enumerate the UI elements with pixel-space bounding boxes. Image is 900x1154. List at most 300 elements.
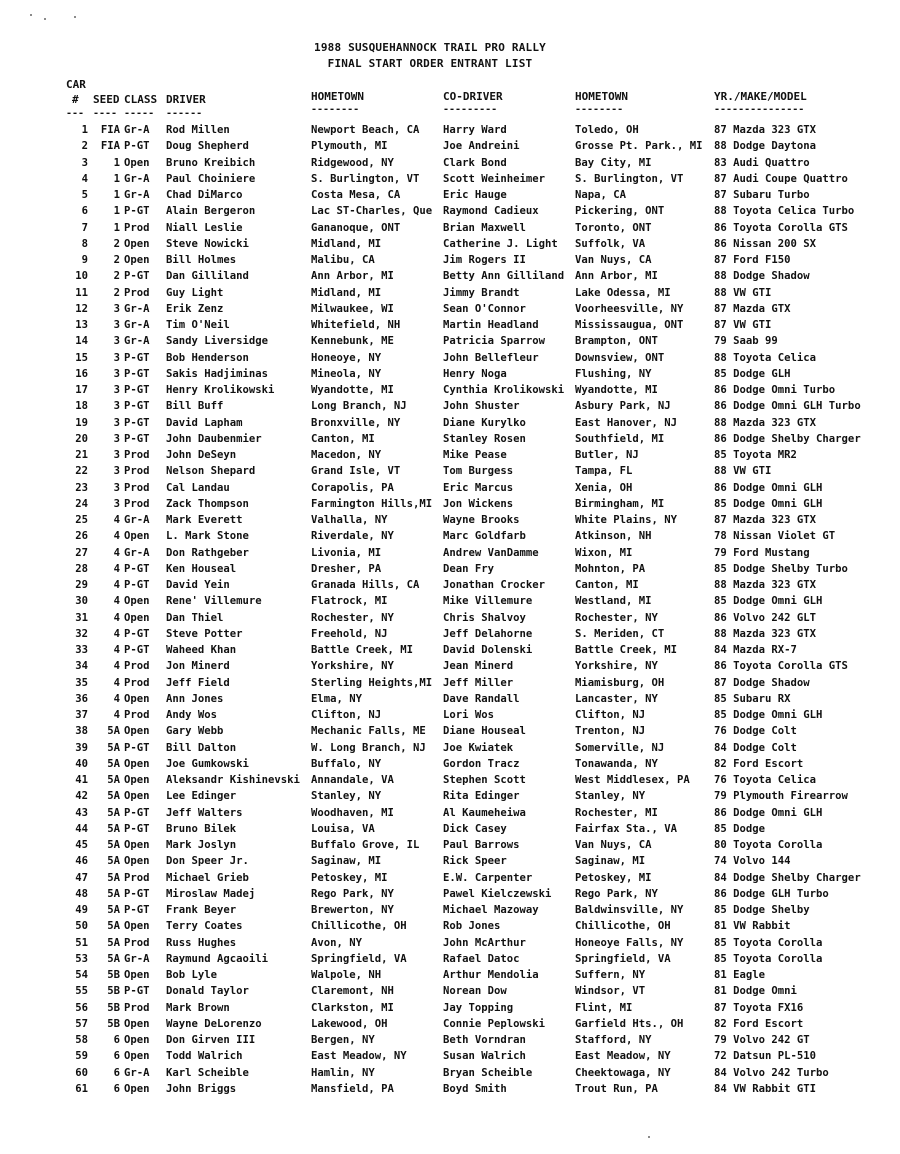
class-cell: P-GT bbox=[124, 205, 150, 218]
car-model-cell: 85 Dodge Omni GLH bbox=[714, 497, 823, 510]
co-driver-hometown-cell: Butler, NJ bbox=[575, 449, 639, 461]
car-model-cell: 85 Toyota Corolla bbox=[714, 952, 823, 965]
table-row bbox=[0, 496, 900, 512]
co-driver-hometown-cell: Windsor, VT bbox=[575, 985, 646, 998]
entrant-table bbox=[0, 122, 900, 1097]
class-cell: P-GT bbox=[124, 806, 150, 819]
class-cell: Open bbox=[124, 855, 150, 868]
table-row bbox=[0, 658, 900, 674]
co-driver-hometown-cell: Southfield, MI bbox=[575, 432, 665, 445]
co-driver-hometown-cell: East Meadow, NY bbox=[575, 1050, 671, 1063]
co-driver-cell: Jim Rogers II bbox=[443, 254, 526, 266]
table-row bbox=[0, 220, 900, 236]
class-cell: P-GT bbox=[124, 644, 150, 656]
car-number-cell: 51 bbox=[75, 936, 88, 949]
car-model-cell: 82 Ford Escort bbox=[714, 757, 804, 770]
table-row bbox=[0, 1081, 900, 1097]
hometown-cell: Flatrock, MI bbox=[311, 595, 388, 608]
seed-cell: 6 bbox=[113, 1066, 120, 1079]
car-number-cell: 14 bbox=[75, 335, 88, 348]
co-driver-hometown-cell: Flushing, NY bbox=[575, 367, 652, 380]
co-driver-hometown-cell: S. Meriden, CT bbox=[575, 627, 665, 640]
co-driver-hometown-cell: Van Nuys, CA bbox=[575, 254, 652, 266]
divider-codriver: --------- bbox=[443, 104, 498, 115]
co-driver-hometown-cell: Fairfax Sta., VA bbox=[575, 822, 678, 835]
co-driver-cell: Bryan Scheible bbox=[443, 1066, 533, 1079]
co-driver-cell: Rob Jones bbox=[443, 920, 501, 933]
driver-cell: John Briggs bbox=[166, 1082, 237, 1095]
co-driver-hometown-cell: Asbury Park, NJ bbox=[575, 400, 671, 413]
hometown-cell: Hamlin, NY bbox=[311, 1066, 375, 1079]
co-driver-hometown-cell: Mohnton, PA bbox=[575, 562, 646, 575]
driver-cell: Andy Wos bbox=[166, 709, 218, 721]
co-driver-cell: Boyd Smith bbox=[443, 1082, 507, 1095]
hometown-cell: Brewerton, NY bbox=[311, 904, 394, 916]
co-driver-hometown-cell: Ann Arbor, MI bbox=[575, 270, 658, 283]
seed-cell: 5A bbox=[107, 757, 120, 770]
seed-cell: 5B bbox=[107, 985, 120, 998]
hometown-cell: Ridgewood, NY bbox=[311, 156, 394, 169]
table-row bbox=[0, 756, 900, 772]
car-model-cell: 87 Mazda GTX bbox=[714, 302, 791, 315]
seed-cell: 2 bbox=[113, 286, 120, 299]
driver-cell: Donald Taylor bbox=[166, 985, 249, 998]
car-model-cell: 86 Nissan 200 SX bbox=[714, 237, 817, 250]
car-number-cell: 26 bbox=[75, 530, 88, 543]
co-driver-cell: Jimmy Brandt bbox=[443, 286, 520, 299]
seed-cell: 3 bbox=[113, 367, 120, 380]
co-driver-cell: Patricia Sparrow bbox=[443, 335, 546, 348]
driver-cell: Bob Henderson bbox=[166, 351, 249, 364]
co-driver-hometown-cell: Canton, MI bbox=[575, 579, 639, 591]
co-driver-hometown-cell: Springfield, VA bbox=[575, 952, 671, 965]
header-hometown: HOMETOWN bbox=[311, 90, 364, 103]
class-cell: Open bbox=[124, 839, 150, 851]
driver-cell: Bill Buff bbox=[166, 400, 224, 413]
seed-cell: 4 bbox=[113, 595, 120, 608]
driver-cell: Joe Gumkowski bbox=[166, 757, 249, 770]
car-model-cell: 81 VW Rabbit bbox=[714, 920, 791, 933]
car-number-cell: 38 bbox=[75, 725, 88, 738]
car-model-cell: 80 Toyota Corolla bbox=[714, 839, 823, 851]
driver-cell: Chad DiMarco bbox=[166, 189, 243, 201]
co-driver-cell: Wayne Brooks bbox=[443, 514, 520, 526]
car-number-cell: 58 bbox=[75, 1034, 88, 1046]
car-number-cell: 28 bbox=[75, 562, 88, 575]
seed-cell: 3 bbox=[113, 400, 120, 413]
class-cell: P-GT bbox=[124, 367, 150, 380]
seed-cell: 6 bbox=[113, 1034, 120, 1046]
class-cell: Gr-A bbox=[124, 172, 150, 185]
co-driver-cell: John Shuster bbox=[443, 400, 520, 413]
car-number-cell: 25 bbox=[75, 514, 88, 526]
seed-cell: 3 bbox=[113, 351, 120, 364]
hometown-cell: Ann Arbor, MI bbox=[311, 270, 394, 283]
co-driver-hometown-cell: Van Nuys, CA bbox=[575, 839, 652, 851]
co-driver-hometown-cell: Birmingham, MI bbox=[575, 497, 665, 510]
driver-cell: Dan Gilliland bbox=[166, 270, 249, 283]
car-number-cell: 56 bbox=[75, 1001, 88, 1014]
hometown-cell: W. Long Branch, NJ bbox=[311, 741, 426, 754]
co-driver-cell: Brian Maxwell bbox=[443, 221, 526, 234]
hometown-cell: Louisa, VA bbox=[311, 822, 375, 835]
header-class: CLASS bbox=[124, 93, 158, 106]
table-row bbox=[0, 967, 900, 983]
car-model-cell: 87 Mazda 323 GTX bbox=[714, 124, 817, 136]
table-row bbox=[0, 902, 900, 918]
co-driver-hometown-cell: Tonawanda, NY bbox=[575, 757, 658, 770]
hometown-cell: Saginaw, MI bbox=[311, 855, 382, 868]
co-driver-cell: Connie Peplowski bbox=[443, 1017, 546, 1030]
seed-cell: 5A bbox=[107, 725, 120, 738]
table-row bbox=[0, 317, 900, 333]
car-model-cell: 78 Nissan Violet GT bbox=[714, 530, 836, 543]
co-driver-cell: Jeff Miller bbox=[443, 676, 514, 689]
hometown-cell: Farmington Hills,MI bbox=[311, 497, 433, 510]
co-driver-cell: Jonathan Crocker bbox=[443, 579, 546, 591]
co-driver-cell: Susan Walrich bbox=[443, 1050, 526, 1063]
driver-cell: Bob Lyle bbox=[166, 969, 218, 981]
co-driver-hometown-cell: Lancaster, NY bbox=[575, 692, 658, 705]
car-model-cell: 88 Dodge Daytona bbox=[714, 140, 817, 153]
seed-cell: 2 bbox=[113, 237, 120, 250]
driver-cell: Terry Coates bbox=[166, 920, 243, 933]
class-cell: P-GT bbox=[124, 140, 150, 153]
hometown-cell: Costa Mesa, CA bbox=[311, 189, 401, 201]
car-number-cell: 5 bbox=[81, 189, 88, 201]
car-number-cell: 57 bbox=[75, 1017, 88, 1030]
car-model-cell: 85 Dodge Omni GLH bbox=[714, 595, 823, 608]
hometown-cell: Canton, MI bbox=[311, 432, 375, 445]
table-row bbox=[0, 447, 900, 463]
class-cell: Open bbox=[124, 920, 150, 933]
car-model-cell: 87 Toyota FX16 bbox=[714, 1001, 804, 1014]
table-row bbox=[0, 593, 900, 609]
table-row bbox=[0, 268, 900, 284]
hometown-cell: Dresher, PA bbox=[311, 562, 382, 575]
car-model-cell: 88 Mazda 323 GTX bbox=[714, 627, 817, 640]
co-driver-cell: Dave Randall bbox=[443, 692, 520, 705]
hometown-cell: Rochester, NY bbox=[311, 611, 394, 624]
class-cell: Open bbox=[124, 725, 150, 738]
driver-cell: David Yein bbox=[166, 579, 230, 591]
driver-cell: Bill Dalton bbox=[166, 741, 237, 754]
seed-cell: 5B bbox=[107, 969, 120, 981]
class-cell: Gr-A bbox=[124, 189, 150, 201]
driver-cell: Steve Potter bbox=[166, 627, 243, 640]
seed-cell: 5A bbox=[107, 936, 120, 949]
seed-cell: 3 bbox=[113, 319, 120, 331]
seed-cell: 3 bbox=[113, 416, 120, 429]
seed-cell: 3 bbox=[113, 432, 120, 445]
co-driver-hometown-cell: Toledo, OH bbox=[575, 124, 639, 136]
seed-cell: 5A bbox=[107, 920, 120, 933]
driver-cell: Paul Choiniere bbox=[166, 172, 256, 185]
co-driver-hometown-cell: Grosse Pt. Park., MI bbox=[575, 140, 703, 153]
seed-cell: 5A bbox=[107, 952, 120, 965]
table-row bbox=[0, 138, 900, 154]
car-number-cell: 49 bbox=[75, 904, 88, 916]
car-number-cell: 16 bbox=[75, 367, 88, 380]
table-row bbox=[0, 561, 900, 577]
table-row bbox=[0, 837, 900, 853]
driver-cell: Mark Joslyn bbox=[166, 839, 237, 851]
driver-cell: Erik Zenz bbox=[166, 302, 224, 315]
co-driver-cell: Martin Headland bbox=[443, 319, 539, 331]
driver-cell: Mark Everett bbox=[166, 514, 243, 526]
driver-cell: Doug Shepherd bbox=[166, 140, 249, 153]
class-cell: Gr-A bbox=[124, 546, 150, 559]
car-number-cell: 19 bbox=[75, 416, 88, 429]
driver-cell: Bruno Bilek bbox=[166, 822, 237, 835]
hometown-cell: Walpole, NH bbox=[311, 969, 382, 981]
driver-cell: Don Speer Jr. bbox=[166, 855, 249, 868]
co-driver-hometown-cell: Bay City, MI bbox=[575, 156, 652, 169]
car-model-cell: 72 Datsun PL-510 bbox=[714, 1050, 817, 1063]
car-model-cell: 84 Dodge Colt bbox=[714, 741, 797, 754]
seed-cell: 1 bbox=[113, 156, 120, 169]
car-number-cell: 33 bbox=[75, 644, 88, 656]
driver-cell: Zack Thompson bbox=[166, 497, 249, 510]
car-number-cell: 59 bbox=[75, 1050, 88, 1063]
divider-class: ----- bbox=[124, 108, 155, 119]
table-row bbox=[0, 853, 900, 869]
car-number-cell: 17 bbox=[75, 384, 88, 396]
car-number-cell: 15 bbox=[75, 351, 88, 364]
seed-cell: 5A bbox=[107, 822, 120, 835]
hometown-cell: Yorkshire, NY bbox=[311, 660, 394, 673]
car-number-cell: 30 bbox=[75, 595, 88, 608]
co-driver-hometown-cell: Garfield Hts., OH bbox=[575, 1017, 684, 1030]
table-row bbox=[0, 886, 900, 902]
table-row bbox=[0, 772, 900, 788]
co-driver-hometown-cell: Baldwinsville, NY bbox=[575, 904, 684, 916]
hometown-cell: Macedon, NY bbox=[311, 449, 382, 461]
co-driver-cell: E.W. Carpenter bbox=[443, 871, 533, 884]
car-model-cell: 85 Dodge Shelby bbox=[714, 904, 810, 916]
document-subtitle: FINAL START ORDER ENTRANT LIST bbox=[327, 57, 533, 70]
class-cell: P-GT bbox=[124, 822, 150, 835]
table-row bbox=[0, 382, 900, 398]
co-driver-cell: Joe Andreini bbox=[443, 140, 520, 153]
car-model-cell: 88 Mazda 323 GTX bbox=[714, 416, 817, 429]
car-number-cell: 10 bbox=[75, 270, 88, 283]
driver-cell: Bill Holmes bbox=[166, 254, 237, 266]
co-driver-hometown-cell: Flint, MI bbox=[575, 1001, 633, 1014]
co-driver-hometown-cell: Downsview, ONT bbox=[575, 351, 665, 364]
co-driver-cell: Joe Kwiatek bbox=[443, 741, 514, 754]
co-driver-hometown-cell: Yorkshire, NY bbox=[575, 660, 658, 673]
hometown-cell: Buffalo Grove, IL bbox=[311, 839, 420, 851]
hometown-cell: S. Burlington, VT bbox=[311, 172, 420, 185]
class-cell: Prod bbox=[124, 709, 150, 721]
car-number-cell: 50 bbox=[75, 920, 88, 933]
class-cell: P-GT bbox=[124, 985, 150, 998]
co-driver-hometown-cell: Toronto, ONT bbox=[575, 221, 652, 234]
car-model-cell: 86 Toyota Corolla GTS bbox=[714, 221, 848, 234]
seed-cell: 3 bbox=[113, 481, 120, 494]
car-model-cell: 79 Volvo 242 GT bbox=[714, 1034, 810, 1046]
car-model-cell: 82 Ford Escort bbox=[714, 1017, 804, 1030]
co-driver-hometown-cell: Brampton, ONT bbox=[575, 335, 658, 348]
seed-cell: 5B bbox=[107, 1017, 120, 1030]
table-row bbox=[0, 1000, 900, 1016]
class-cell: P-GT bbox=[124, 400, 150, 413]
car-model-cell: 86 Toyota Corolla GTS bbox=[714, 660, 848, 673]
class-cell: Open bbox=[124, 254, 150, 266]
co-driver-cell: John McArthur bbox=[443, 936, 526, 949]
co-driver-cell: Harry Ward bbox=[443, 124, 507, 136]
seed-cell: 5A bbox=[107, 904, 120, 916]
car-number-cell: 40 bbox=[75, 757, 88, 770]
table-row bbox=[0, 918, 900, 934]
co-driver-cell: Gordon Tracz bbox=[443, 757, 520, 770]
driver-cell: Ann Jones bbox=[166, 692, 224, 705]
car-model-cell: 88 Mazda 323 GTX bbox=[714, 579, 817, 591]
co-driver-cell: Mike Pease bbox=[443, 449, 507, 461]
car-number-cell: 31 bbox=[75, 611, 88, 624]
seed-cell: 5A bbox=[107, 871, 120, 884]
driver-cell: Tim O'Neil bbox=[166, 319, 230, 331]
seed-cell: 5A bbox=[107, 887, 120, 900]
car-model-cell: 81 Eagle bbox=[714, 969, 766, 981]
seed-cell: 4 bbox=[113, 676, 120, 689]
car-number-cell: 22 bbox=[75, 465, 88, 478]
divider-hometown: -------- bbox=[311, 104, 360, 115]
class-cell: P-GT bbox=[124, 741, 150, 754]
co-driver-cell: Jeff Delahorne bbox=[443, 627, 533, 640]
car-model-cell: 85 Toyota MR2 bbox=[714, 449, 797, 461]
car-model-cell: 87 Subaru Turbo bbox=[714, 189, 810, 201]
car-model-cell: 88 Dodge Shadow bbox=[714, 270, 810, 283]
class-cell: Prod bbox=[124, 286, 150, 299]
hometown-cell: Granada Hills, CA bbox=[311, 579, 420, 591]
co-driver-hometown-cell: Xenia, OH bbox=[575, 481, 633, 494]
class-cell: Gr-A bbox=[124, 335, 150, 348]
class-cell: Gr-A bbox=[124, 124, 150, 136]
car-number-cell: 36 bbox=[75, 692, 88, 705]
table-row bbox=[0, 415, 900, 431]
table-row bbox=[0, 691, 900, 707]
hometown-cell: Long Branch, NJ bbox=[311, 400, 407, 413]
co-driver-cell: Scott Weinheimer bbox=[443, 172, 546, 185]
car-model-cell: 87 Mazda 323 GTX bbox=[714, 514, 817, 526]
table-row bbox=[0, 707, 900, 723]
car-number-cell: 61 bbox=[75, 1082, 88, 1095]
co-driver-cell: Paul Barrows bbox=[443, 839, 520, 851]
driver-cell: Henry Krolikowski bbox=[166, 384, 275, 396]
seed-cell: 2 bbox=[113, 254, 120, 266]
co-driver-cell: Tom Burgess bbox=[443, 465, 514, 478]
hometown-cell: Freehold, NJ bbox=[311, 627, 388, 640]
seed-cell: 3 bbox=[113, 302, 120, 315]
seed-cell: 1 bbox=[113, 189, 120, 201]
car-model-cell: 88 Toyota Celica bbox=[714, 351, 817, 364]
car-number-cell: 2 bbox=[81, 140, 88, 153]
table-row bbox=[0, 528, 900, 544]
class-cell: Prod bbox=[124, 497, 150, 510]
hometown-cell: Whitefield, NH bbox=[311, 319, 401, 331]
class-cell: P-GT bbox=[124, 416, 150, 429]
co-driver-cell: Clark Bond bbox=[443, 156, 507, 169]
seed-cell: FIA bbox=[100, 140, 120, 153]
class-cell: Gr-A bbox=[124, 514, 150, 526]
driver-cell: John Daubenmier bbox=[166, 432, 262, 445]
header-driver: DRIVER bbox=[166, 93, 206, 106]
co-driver-hometown-cell: Stanley, NY bbox=[575, 790, 646, 803]
hometown-cell: Sterling Heights,MI bbox=[311, 676, 433, 689]
hometown-cell: East Meadow, NY bbox=[311, 1050, 407, 1063]
table-row bbox=[0, 350, 900, 366]
table-row bbox=[0, 723, 900, 739]
class-cell: Prod bbox=[124, 221, 150, 234]
co-driver-cell: Jean Minerd bbox=[443, 660, 514, 673]
seed-cell: 1 bbox=[113, 221, 120, 234]
co-driver-cell: Eric Hauge bbox=[443, 189, 507, 201]
driver-cell: Waheed Khan bbox=[166, 644, 237, 656]
co-driver-cell: Diane Houseal bbox=[443, 725, 526, 738]
driver-cell: Sandy Liversidge bbox=[166, 335, 269, 348]
seed-cell: 4 bbox=[113, 530, 120, 543]
driver-cell: Cal Landau bbox=[166, 481, 230, 494]
divider-num: --- bbox=[66, 108, 85, 119]
class-cell: Open bbox=[124, 237, 150, 250]
co-driver-cell: Norean Dow bbox=[443, 985, 507, 998]
table-row bbox=[0, 577, 900, 593]
class-cell: Prod bbox=[124, 936, 150, 949]
seed-cell: 3 bbox=[113, 449, 120, 461]
seed-cell: 4 bbox=[113, 709, 120, 721]
co-driver-cell: Raymond Cadieux bbox=[443, 205, 539, 218]
class-cell: Open bbox=[124, 1082, 150, 1095]
seed-cell: 4 bbox=[113, 644, 120, 656]
co-driver-cell: David Dolenski bbox=[443, 644, 533, 656]
table-row bbox=[0, 805, 900, 821]
seed-cell: 3 bbox=[113, 465, 120, 478]
car-number-cell: 32 bbox=[75, 627, 88, 640]
co-driver-cell: Stanley Rosen bbox=[443, 432, 526, 445]
table-row bbox=[0, 366, 900, 382]
table-row bbox=[0, 821, 900, 837]
car-number-cell: 34 bbox=[75, 660, 88, 673]
driver-cell: Miroslaw Madej bbox=[166, 887, 256, 900]
car-number-cell: 35 bbox=[75, 676, 88, 689]
table-row bbox=[0, 122, 900, 138]
driver-cell: Niall Leslie bbox=[166, 221, 243, 234]
hometown-cell: Malibu, CA bbox=[311, 254, 375, 266]
hometown-cell: Midland, MI bbox=[311, 286, 382, 299]
driver-cell: Aleksandr Kishinevski bbox=[166, 774, 300, 786]
seed-cell: 4 bbox=[113, 546, 120, 559]
divider-seed: ---- bbox=[93, 108, 118, 119]
car-model-cell: 74 Volvo 144 bbox=[714, 855, 791, 868]
driver-cell: Dan Thiel bbox=[166, 611, 224, 624]
co-driver-hometown-cell: Trout Run, PA bbox=[575, 1082, 658, 1095]
co-driver-hometown-cell: Battle Creek, MI bbox=[575, 644, 678, 656]
seed-cell: 6 bbox=[113, 1082, 120, 1095]
hometown-cell: Grand Isle, VT bbox=[311, 465, 401, 478]
co-driver-hometown-cell: Mississaugua, ONT bbox=[575, 319, 684, 331]
co-driver-hometown-cell: Rochester, NY bbox=[575, 611, 658, 624]
hometown-cell: Newport Beach, CA bbox=[311, 124, 420, 136]
hometown-cell: Lac ST-Charles, Que bbox=[311, 205, 433, 218]
car-model-cell: 85 Dodge Shelby Turbo bbox=[714, 562, 848, 575]
class-cell: Open bbox=[124, 530, 150, 543]
co-driver-hometown-cell: Trenton, NJ bbox=[575, 725, 646, 738]
car-number-cell: 53 bbox=[75, 952, 88, 965]
car-model-cell: 83 Audi Quattro bbox=[714, 156, 810, 169]
car-model-cell: 86 Volvo 242 GLT bbox=[714, 611, 817, 624]
